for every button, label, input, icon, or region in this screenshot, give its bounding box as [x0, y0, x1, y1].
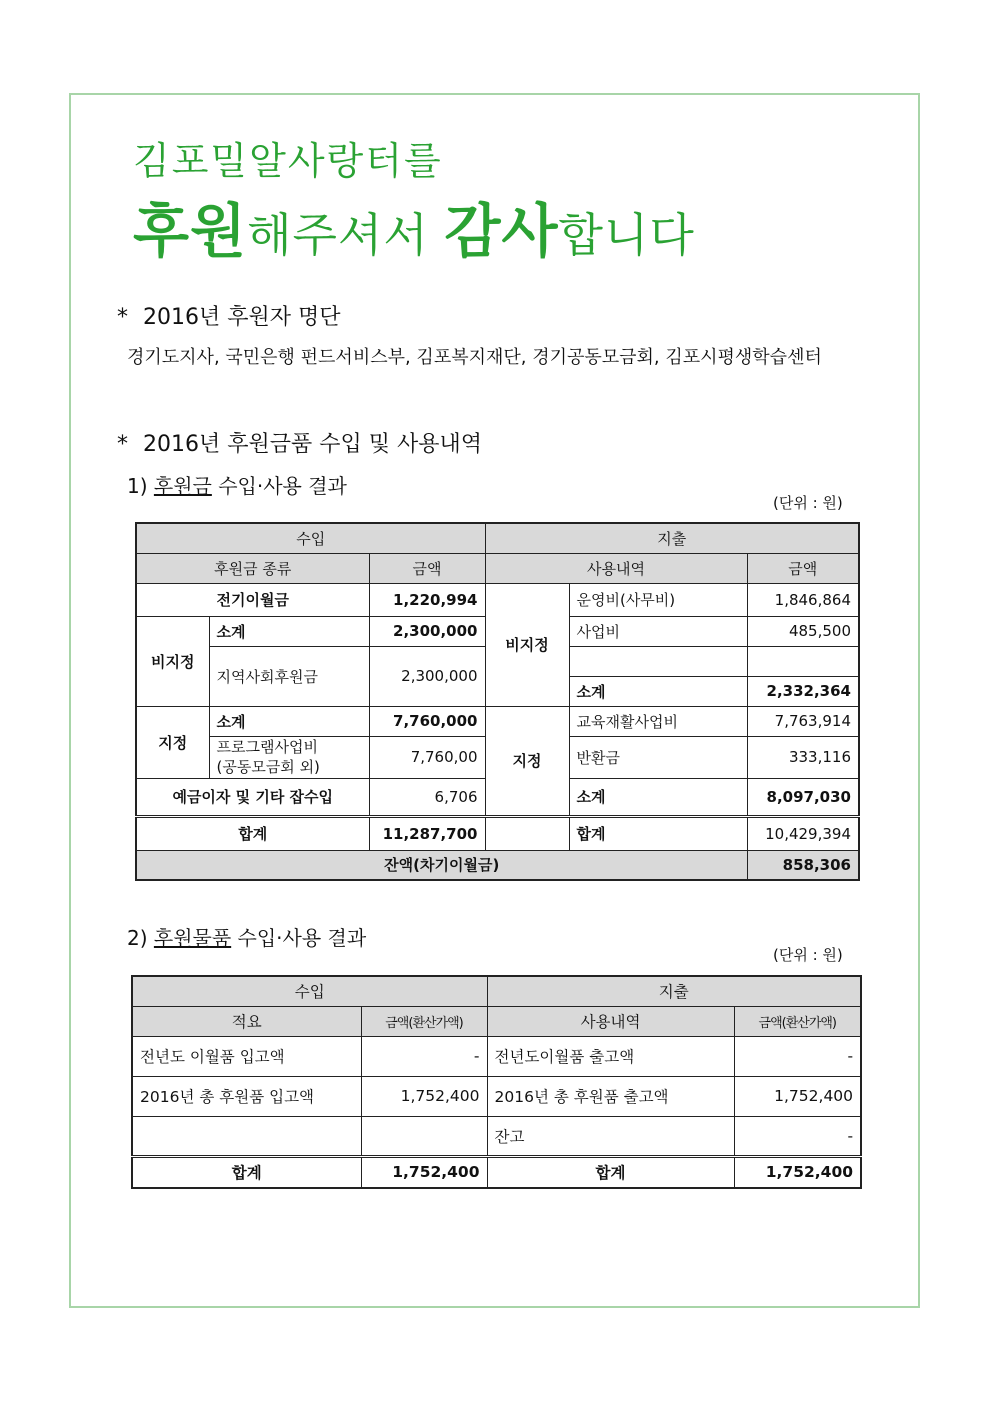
part2-title [127, 922, 366, 951]
balance-label: 잔액(차기이월금) [136, 850, 747, 880]
bullet-star: * [117, 305, 128, 330]
business-label: 사업비 [569, 616, 747, 646]
section-donors-title [117, 300, 341, 331]
part-title-rest: 수입·사용 결과 [231, 926, 367, 950]
heading-word-ending: 합니다 [558, 208, 695, 262]
part1-title [127, 470, 347, 499]
goods-out-amount: 1,752,400 [734, 1076, 861, 1116]
goods-expense-total-label: 합계 [487, 1156, 734, 1188]
goods-in-label [132, 1116, 361, 1156]
empty-cell [569, 646, 747, 676]
section-income-title [117, 427, 482, 458]
income-total-label: 합계 [136, 816, 369, 850]
refund-amount: 333,116 [747, 736, 859, 778]
community-label: 지역사회후원금 [209, 646, 369, 706]
part-number: 1) [127, 474, 148, 498]
part-title-rest: 수입·사용 결과 [211, 474, 347, 498]
goods-out-amount: - [734, 1036, 861, 1076]
bullet-star: * [117, 432, 128, 457]
education-amount: 7,763,914 [747, 706, 859, 736]
type-header: 후원금 종류 [136, 553, 369, 583]
section-title: 2016년 후원자 명단 [143, 305, 341, 330]
education-label: 교육재활사업비 [569, 706, 747, 736]
expense-d-subtotal-amount: 8,097,030 [747, 778, 859, 816]
carry-in-amount: 1,220,994 [369, 583, 485, 616]
goods-out-label: 전년도이월품 출고액 [487, 1036, 734, 1076]
community-amount: 2,300,000 [369, 646, 485, 706]
donor-list: 경기도지사, 국민은행 펀드서비스부, 김포복지재단, 경기공동모금회, 김포시평생학습센터 [127, 347, 822, 368]
goods-in-label: 전년도 이월품 입고액 [132, 1036, 361, 1076]
item-header: 적요 [132, 1006, 361, 1036]
nondesignated-label: 비지정 [136, 616, 209, 706]
expense-header: 지출 [485, 523, 859, 553]
expense-total-label: 합계 [569, 816, 747, 850]
program-label [209, 736, 369, 778]
expense-d-subtotal-label: 소계 [569, 778, 747, 816]
goods-in-amount: - [361, 1036, 487, 1076]
expense-total-amount: 10,429,394 [747, 816, 859, 850]
goods-out-label: 잔고 [487, 1116, 734, 1156]
goods-out-amount: - [734, 1116, 861, 1156]
program-label-line2: (공동모금회 외) [216, 758, 320, 776]
goods-in-amount [361, 1116, 487, 1156]
refund-label: 반환금 [569, 736, 747, 778]
operating-amount: 1,846,864 [747, 583, 859, 616]
section-title: 2016년 후원금품 수입 및 사용내역 [143, 432, 482, 457]
designated-subtotal-amount: 7,760,000 [369, 706, 485, 736]
income-total-amount: 11,287,700 [369, 816, 485, 850]
part-number: 2) [127, 926, 148, 950]
amount-header: 금액(환산가액) [734, 1006, 861, 1036]
part-title-underlined: 후원물품 [153, 926, 232, 950]
interest-label: 예금이자 및 기타 잡수입 [136, 778, 369, 816]
designated-label: 지정 [136, 706, 209, 778]
donation-money-table [135, 522, 860, 881]
heading-word-giving: 해주셔서 [247, 208, 445, 262]
goods-income-total-amount: 1,752,400 [361, 1156, 487, 1188]
unit-note: (단위 : 원) [773, 494, 843, 512]
goods-expense-total-amount: 1,752,400 [734, 1156, 861, 1188]
goods-in-amount: 1,752,400 [361, 1076, 487, 1116]
carry-in-label: 전기이월금 [136, 583, 369, 616]
income-header: 수입 [132, 976, 487, 1006]
donation-goods-table [131, 975, 862, 1189]
heading-word-support: 후원 [133, 197, 248, 265]
expense-nd-subtotal-amount: 2,332,364 [747, 676, 859, 706]
goods-income-total-label: 합계 [132, 1156, 361, 1188]
part-title-underlined: 후원금 [153, 474, 212, 498]
amount-header: 금액 [747, 553, 859, 583]
thanks-heading-line1: 김포밀알사랑터를 [133, 139, 443, 183]
empty-cell [485, 816, 569, 850]
income-header: 수입 [136, 523, 485, 553]
interest-amount: 6,706 [369, 778, 485, 816]
business-amount: 485,500 [747, 616, 859, 646]
balance-amount: 858,306 [747, 850, 859, 880]
designated-subtotal-label: 소계 [209, 706, 369, 736]
nondesignated-subtotal-amount: 2,300,000 [369, 616, 485, 646]
expense-designated-label: 지정 [485, 706, 569, 816]
usage-header: 사용내역 [485, 553, 747, 583]
empty-cell [747, 646, 859, 676]
expense-header: 지출 [487, 976, 861, 1006]
unit-note: (단위 : 원) [773, 946, 843, 964]
expense-nd-subtotal-label: 소계 [569, 676, 747, 706]
thanks-heading-line2 [133, 184, 695, 268]
heading-word-thanks: 감사 [444, 197, 559, 265]
nondesignated-subtotal-label: 소계 [209, 616, 369, 646]
program-label-line1: 프로그램사업비 [216, 738, 318, 756]
operating-label: 운영비(사무비) [569, 583, 747, 616]
usage-header: 사용내역 [487, 1006, 734, 1036]
amount-header: 금액 [369, 553, 485, 583]
goods-out-label: 2016년 총 후원품 출고액 [487, 1076, 734, 1116]
program-amount: 7,760,00 [369, 736, 485, 778]
goods-in-label: 2016년 총 후원품 입고액 [132, 1076, 361, 1116]
expense-nondesignated-label: 비지정 [485, 583, 569, 706]
amount-header: 금액(환산가액) [361, 1006, 487, 1036]
